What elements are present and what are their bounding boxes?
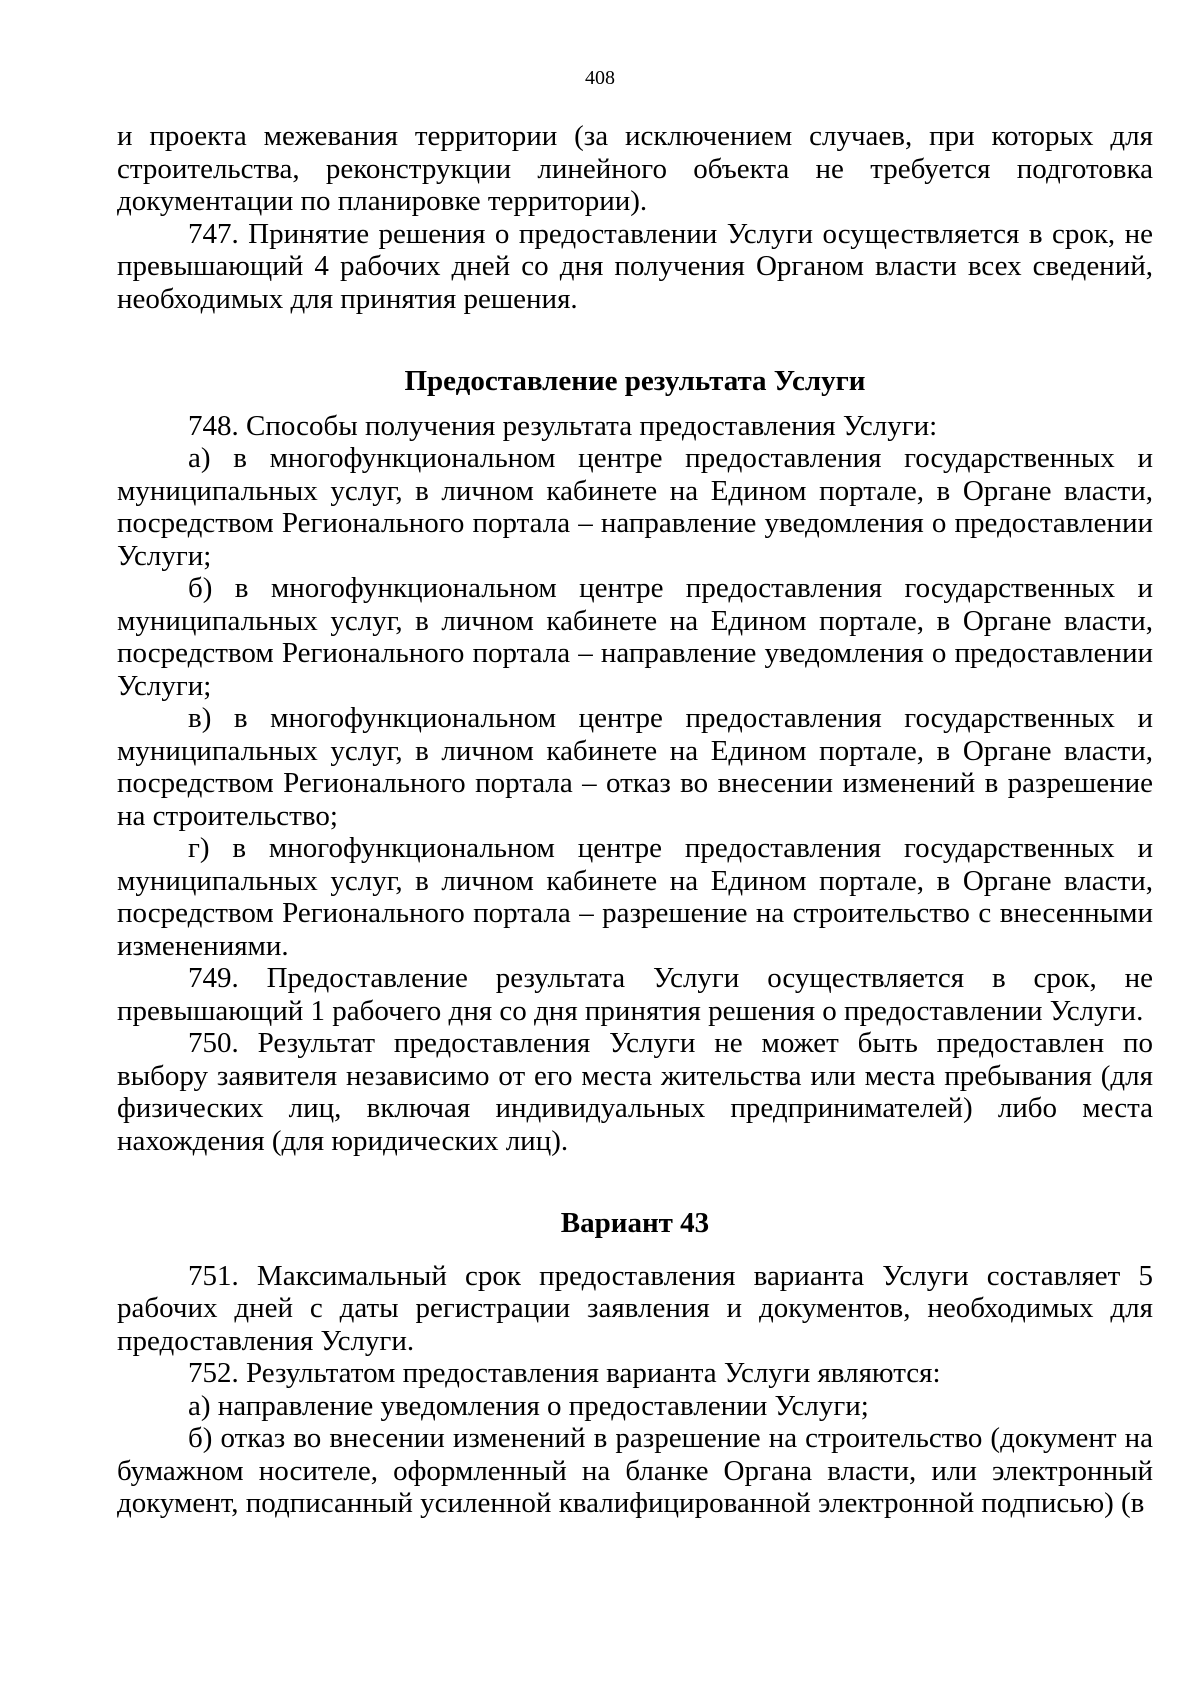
paragraph-752-a: а) направление уведомления о предоставлении Услуги;: [188, 1389, 869, 1422]
paragraph-748-v: в) в многофункциональном центре предоставления государственных и муниципальных услуг, в личном кабинете на Едином портале, в Органе власти, посредством Регионального портала – отказ во внесении изменений в разрешение на строительство;: [117, 702, 1153, 832]
page-number: 408: [585, 67, 615, 89]
paragraph-752-b: б) отказ во внесении изменений в разрешение на строительство (документ на бумажном носителе, оформленный на бланке Органа власти, или электронный документ, подписанный усиленной квалифицированной электронной подписью) (в: [117, 1422, 1153, 1519]
paragraph-752: 752. Результатом предоставления варианта Услуги являются:: [188, 1357, 941, 1389]
paragraph-747: 747. Принятие решения о предоставлении Услуги осуществляется в срок, не превышающий 4 рабочих дней со дня получения Органом власти всех сведений, необходимых для принятия решения.: [117, 217, 1153, 315]
paragraph-748-g: г) в многофункциональном центре предоставления государственных и муниципальных услуг, в личном кабинете на Едином портале, в Органе власти, посредством Регионального портала – разрешение на строительство с внесенными изменениями.: [117, 832, 1153, 962]
paragraph-748-a: а) в многофункциональном центре предоставления государственных и муниципальных услуг, в личном кабинете на Едином портале, в Органе власти, посредством Регионального портала – направление уведомления о предоставлении Услуги;: [117, 442, 1153, 572]
section-heading-variant: Вариант 43: [560, 1207, 710, 1239]
document-body: [117, 120, 1153, 1520]
paragraph-748-b: б) в многофункциональном центре предоставления государственных и муниципальных услуг, в личном кабинете на Едином портале, в Органе власти, посредством Регионального портала – направление уведомления о предоставлении Услуги;: [117, 572, 1153, 702]
paragraph-749: 749. Предоставление результата Услуги осуществляется в срок, не превышающий 1 рабочего дня со дня принятия решения о предоставлении Услуги.: [117, 962, 1153, 1027]
section-heading-result: Предоставление результата Услуги: [404, 365, 866, 397]
paragraph-continuation: и проекта межевания территории (за исключением случаев, при которых для строительства, реконструкции линейного объекта не требуется подготовка документации по планировке территории).: [117, 120, 1153, 217]
paragraph-748: 748. Способы получения результата предоставления Услуги:: [188, 409, 938, 442]
paragraph-750: 750. Результат предоставления Услуги не может быть предоставлен по выбору заявителя независимо от его места жительства или места пребывания (для физических лиц, включая индивидуальных предпринимателей) либо места нахождения (для юридических лиц).: [117, 1027, 1153, 1157]
paragraph-751: 751. Максимальный срок предоставления варианта Услуги составляет 5 рабочих дней с даты регистрации заявления и документов, необходимых для предоставления Услуги.: [117, 1259, 1153, 1357]
